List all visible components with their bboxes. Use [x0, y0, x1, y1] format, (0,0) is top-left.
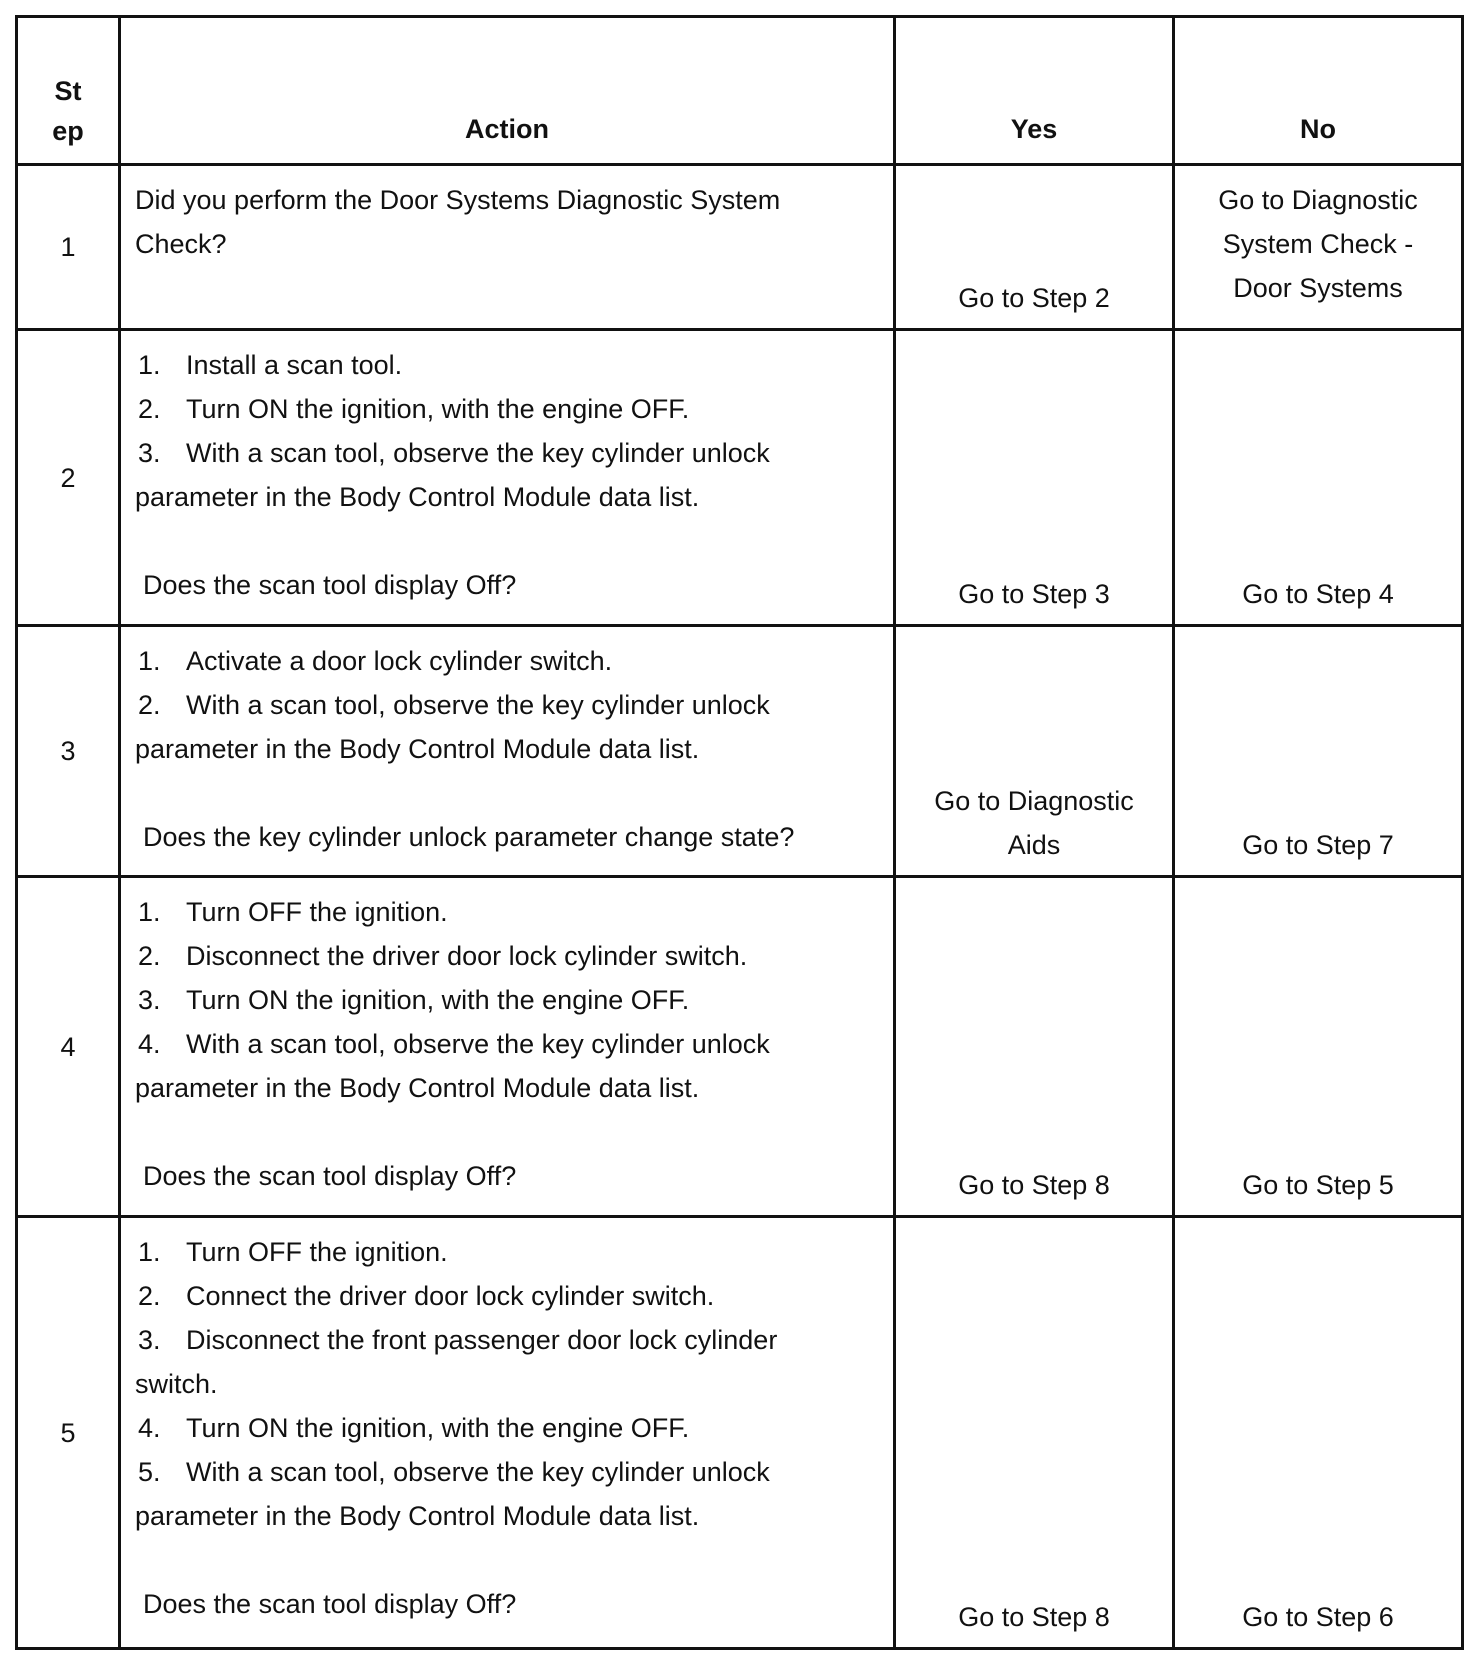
- action-item: [135, 683, 885, 727]
- no-cell: Go to Step 5: [1174, 877, 1463, 1217]
- item-text: Connect the driver door lock cylinder switch.: [186, 1281, 715, 1311]
- no-text: System Check -: [1222, 229, 1414, 259]
- item-number: 4.: [138, 1029, 161, 1059]
- item-text: With a scan tool, observe the key cylinder unlock: [186, 1457, 770, 1487]
- table-row: [17, 165, 1463, 330]
- table-row: [17, 626, 1463, 877]
- item-text: Install a scan tool.: [186, 350, 403, 380]
- step-number: 2: [17, 330, 120, 626]
- yes-cell: Go to Step 2: [895, 165, 1174, 330]
- item-text: Turn ON the ignition, with the engine OFF.: [186, 394, 690, 424]
- action-item: [135, 978, 885, 1022]
- no-cell: Go to Step 7: [1174, 626, 1463, 877]
- item-continuation: parameter in the Body Control Module data list.: [135, 734, 700, 764]
- yes-text: Aids: [1007, 830, 1061, 860]
- table-row: [17, 877, 1463, 1217]
- yes-cell: Go to Step 8: [895, 1217, 1174, 1649]
- action-item: [135, 1274, 885, 1318]
- item-text: With a scan tool, observe the key cylinder unlock: [186, 690, 770, 720]
- item-text: Turn OFF the ignition.: [186, 897, 448, 927]
- item-number: 1.: [138, 350, 161, 380]
- step-number: 3: [17, 626, 120, 877]
- item-number: 2.: [138, 941, 161, 971]
- action-cell: [120, 165, 895, 330]
- header-no: No: [1174, 17, 1463, 165]
- item-text: Turn ON the ignition, with the engine OFF.: [186, 985, 690, 1015]
- diagnostic-table: [15, 15, 1464, 1650]
- step-number: 4: [17, 877, 120, 1217]
- action-item: [135, 1406, 885, 1450]
- item-continuation: switch.: [135, 1369, 218, 1399]
- action-item: [135, 1318, 885, 1362]
- item-text: Turn ON the ignition, with the engine OFF.: [186, 1413, 690, 1443]
- yes-text: Go to Diagnostic: [934, 786, 1134, 816]
- item-number: 1.: [138, 646, 161, 676]
- action-item: [135, 890, 885, 934]
- action-item: [135, 343, 885, 387]
- action-cell: [120, 877, 895, 1217]
- action-question: Does the scan tool display Off?: [143, 1589, 517, 1619]
- item-number: 2.: [138, 690, 161, 720]
- action-cell: [120, 1217, 895, 1649]
- action-cell: [120, 626, 895, 877]
- action-item: [135, 431, 885, 475]
- header-yes: Yes: [895, 17, 1174, 165]
- item-number: 4.: [138, 1413, 161, 1443]
- action-question: Does the key cylinder unlock parameter change state?: [143, 822, 795, 852]
- no-cell: [1174, 165, 1463, 330]
- item-text: Disconnect the driver door lock cylinder switch.: [186, 941, 748, 971]
- table-header-row: [17, 17, 1463, 165]
- item-continuation: parameter in the Body Control Module data list.: [135, 482, 700, 512]
- item-number: 5.: [138, 1457, 161, 1487]
- action-item: [135, 934, 885, 978]
- item-number: 2.: [138, 1281, 161, 1311]
- item-number: 3.: [138, 1325, 161, 1355]
- action-item: [135, 639, 885, 683]
- item-number: 1.: [138, 1237, 161, 1267]
- item-number: 3.: [138, 985, 161, 1015]
- item-text: Turn OFF the ignition.: [186, 1237, 448, 1267]
- yes-cell: Go to Step 8: [895, 877, 1174, 1217]
- item-text: With a scan tool, observe the key cylinder unlock: [186, 1029, 770, 1059]
- item-number: 1.: [138, 897, 161, 927]
- action-cell: [120, 330, 895, 626]
- action-question: Does the scan tool display Off?: [143, 1161, 517, 1191]
- header-step-line1: St: [54, 76, 82, 106]
- item-number: 3.: [138, 438, 161, 468]
- yes-cell: Go to Step 3: [895, 330, 1174, 626]
- yes-cell: [895, 626, 1174, 877]
- item-text: Activate a door lock cylinder switch.: [186, 646, 613, 676]
- item-text: Disconnect the front passenger door lock cylinder: [186, 1325, 778, 1355]
- item-continuation: parameter in the Body Control Module data list.: [135, 1501, 700, 1531]
- item-text: With a scan tool, observe the key cylinder unlock: [186, 438, 770, 468]
- no-cell: Go to Step 4: [1174, 330, 1463, 626]
- table-row: [17, 1217, 1463, 1649]
- item-number: 2.: [138, 394, 161, 424]
- no-text: Door Systems: [1233, 273, 1403, 303]
- action-item: [135, 1450, 885, 1494]
- action-question: Does the scan tool display Off?: [143, 570, 517, 600]
- action-item: [135, 1230, 885, 1274]
- action-item: [135, 1022, 885, 1066]
- action-text: Did you perform the Door Systems Diagnostic System: [135, 185, 781, 215]
- header-step-line2: ep: [52, 116, 84, 146]
- step-number: 1: [17, 165, 120, 330]
- table-row: [17, 330, 1463, 626]
- item-continuation: parameter in the Body Control Module data list.: [135, 1073, 700, 1103]
- step-number: 5: [17, 1217, 120, 1649]
- action-item: [135, 387, 885, 431]
- header-step: [17, 17, 120, 165]
- no-text: Go to Diagnostic: [1218, 185, 1418, 215]
- action-text: Check?: [135, 229, 227, 259]
- no-cell: Go to Step 6: [1174, 1217, 1463, 1649]
- header-action: Action: [120, 17, 895, 165]
